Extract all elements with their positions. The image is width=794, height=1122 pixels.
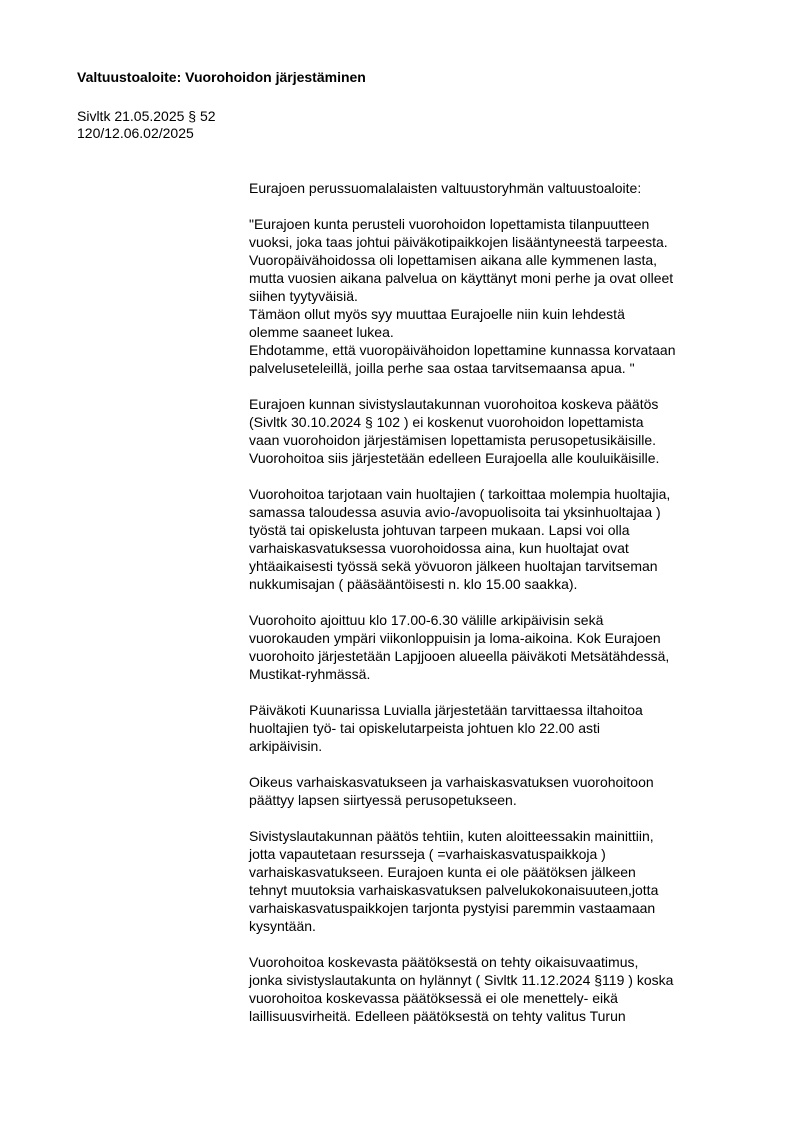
text-line: olemme saaneet lukea. [249, 324, 394, 340]
paragraph [249, 953, 719, 1025]
paragraph [249, 215, 719, 377]
text-line: kysyntään. [249, 918, 316, 934]
text-line: varhaiskasvatuspaikkojen tarjonta pystyisi paremmin vastaamaan [249, 900, 656, 916]
paragraph [249, 395, 719, 467]
paragraph [249, 611, 719, 683]
text-line: varhaiskasvatukseen. Eurajoen kunta ei ole päätöksen jälkeen [249, 864, 636, 880]
text-line: "Eurajoen kunta perusteli vuorohoidon lopettamista tilanpuutteen [249, 216, 650, 232]
text-line: nukkumisajan ( pääsääntöisesti n. klo 15.00 saakka). [249, 576, 578, 592]
document-body [249, 179, 719, 1043]
text-line: varhaiskasvatuksessa vuorohoidossa aina, kun huoltajat ovat [249, 540, 629, 556]
reference-block [77, 108, 216, 142]
text-line: mutta vuosien aikana palvelua on käyttänyt moni perhe ja ovat olleet [249, 270, 674, 286]
text-line: arkipäivisin. [249, 738, 323, 754]
text-line: Vuorohoito ajoittuu klo 17.00-6.30 välille arkipäivisin sekä [249, 612, 604, 628]
text-line: samassa taloudessa asuvia avio-/avopuolisoita tai yksinhuoltajaa ) [249, 504, 661, 520]
text-line: yhtäaikaisesti työssä sekä yövuoron jälkeen huoltajan tarvitseman [249, 558, 658, 574]
text-line: Oikeus varhaiskasvatukseen ja varhaiskasvatuksen vuorohoitoon [249, 774, 654, 790]
text-line: Eurajoen kunnan sivistyslautakunnan vuorohoitoa koskeva päätös [249, 396, 659, 412]
text-line: Päiväkoti Kuunarissa Luvialla järjestetään tarvittaessa iltahoitoa [249, 702, 643, 718]
text-line: tehnyt muutoksia varhaiskasvatuksen palvelukokonaisuuteen,jotta [249, 882, 659, 898]
text-line: vuorohoito järjestetään Lapjjooen alueella päiväkoti Metsätähdessä, [249, 648, 670, 664]
text-line: jotta vapautetaan resursseja ( =varhaiskasvatuspaikkoja ) [249, 846, 606, 862]
text-line: Ehdotamme, että vuoropäivähoidon lopettamine kunnassa korvataan [249, 342, 676, 358]
paragraph [249, 701, 719, 755]
text-line: vuoksi, joka taas johtui päiväkotipaikkojen lisääntyneestä tarpeesta. [249, 234, 668, 250]
paragraph [249, 773, 719, 809]
text-line: Vuoropäivähoidossa oli lopettamisen aikana alle kymmenen lasta, [249, 252, 658, 268]
text-line: jonka sivistyslautakunta on hylännyt ( Sivltk 11.12.2024 §119 ) koska [249, 972, 674, 988]
text-line: Vuorohoitoa koskevasta päätöksestä on tehty oikaisuvaatimus, [249, 954, 639, 970]
document-title: Valtuustoaloite: Vuorohoidon järjestäminen [77, 69, 366, 85]
text-line: päättyy lapsen siirtyessä perusopetukseen. [249, 792, 517, 808]
text-line: Mustikat-ryhmässä. [249, 666, 371, 682]
paragraph [249, 179, 719, 197]
paragraph [249, 485, 719, 593]
text-line: vuorokauden ympäri viikonloppuisin ja loma-aikoina. Kok Eurajoen [249, 630, 661, 646]
text-line: laillisuusvirheitä. Edelleen päätöksestä on tehty valitus Turun [249, 1008, 626, 1024]
text-line: (Sivltk 30.10.2024 § 102 ) ei koskenut vuorohoidon lopettamista [249, 414, 644, 430]
text-line: Tämäon ollut myös syy muuttaa Eurajoelle niin kuin lehdestä [249, 306, 625, 322]
text-line: vuorohoitoa koskevassa päätöksessä ei ole menettely- eikä [249, 990, 618, 1006]
text-line: vaan vuorohoidon järjestämisen lopettamista perusopetusikäisille. [249, 432, 657, 448]
reference-line-meeting: Sivltk 21.05.2025 § 52 [77, 108, 216, 124]
text-line: Vuorohoitoa siis järjestetään edelleen Eurajoella alle kouluikäisille. [249, 450, 660, 466]
text-line: Sivistyslautakunnan päätös tehtiin, kuten aloitteessakin mainittiin, [249, 828, 654, 844]
reference-line-record-number: 120/12.06.02/2025 [77, 125, 194, 141]
text-line: Vuorohoitoa tarjotaan vain huoltajien ( tarkoittaa molempia huoltajia, [249, 486, 671, 502]
text-line: huoltajien työ- tai opiskelutarpeista johtuen klo 22.00 asti [249, 720, 600, 736]
text-line: palveluseteleillä, joilla perhe saa ostaa tarvitsemaansa apua. " [249, 360, 635, 376]
paragraph [249, 827, 719, 935]
text-line: työstä tai opiskelusta johtuvan tarpeen mukaan. Lapsi voi olla [249, 522, 630, 538]
text-line: Eurajoen perussuomalalaisten valtuustoryhmän valtuustoaloite: [249, 180, 642, 196]
text-line: siihen tyytyväisiä. [249, 288, 358, 304]
